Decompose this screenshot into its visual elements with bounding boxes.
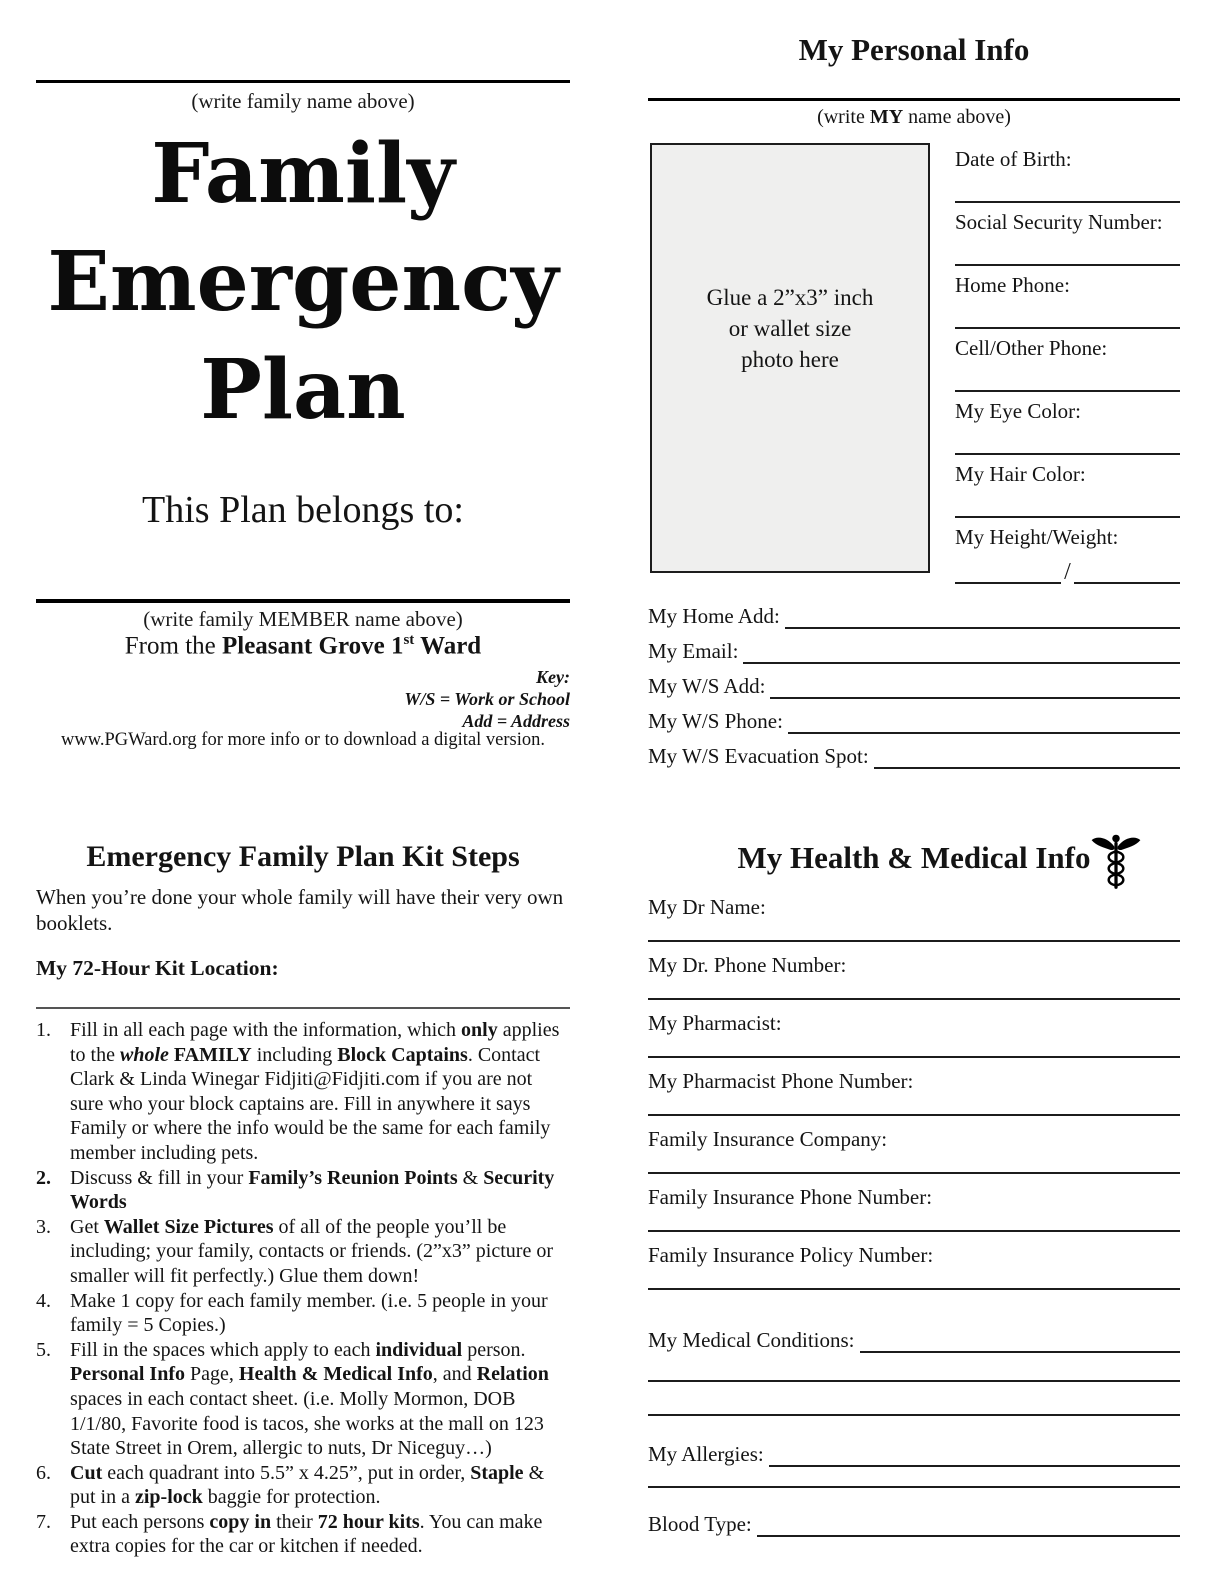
write-line (955, 327, 1180, 329)
list-item (36, 1289, 570, 1338)
write-line (860, 1328, 1181, 1353)
list-item-text: Fill in the spaces which apply to each individual person. Personal Info Page, Health & Medical Info, and Relation spaces in each contact sheet. (i.e. Molly Mormon, DOB 1/1/80, Favorite food is tacos, she works at the mall on 123 State Street in Orem, allergic to nuts, Dr Niceguy…) (70, 1338, 549, 1460)
list-item (36, 1461, 570, 1510)
home-address-field (648, 594, 1180, 629)
write-line (648, 1172, 1180, 1174)
ssn-label: Social Security Number: (955, 210, 1163, 234)
caduceus-icon (1090, 830, 1142, 894)
member-name-caption: (write family MEMBER name above) (143, 607, 463, 631)
belongs-to-label: This Plan belongs to: (142, 489, 464, 531)
list-item-text: Fill in all each page with the information, which only applies to the whole FAMILY including Block Captains. Contact Clark & Linda Winegar Fidjiti@Fidjiti.com if you are not sure who your block captains are. Fill in anywhere it says Family or where the info would be the same for each family member including pets. (70, 1019, 560, 1164)
list-item (36, 1215, 570, 1289)
page-title (36, 120, 570, 444)
ssn-field (955, 209, 1180, 272)
list-item (36, 1510, 570, 1559)
write-line (955, 516, 1180, 518)
insurance-policy-field (648, 1242, 1180, 1300)
list-item-text: Cut each quadrant into 5.5” x 4.25”, put in order, Staple & put in a zip-lock baggie for protection. (70, 1461, 545, 1509)
list-item-number: 2. (36, 1166, 51, 1189)
ws-phone-field (648, 699, 1180, 734)
pharmacist-label: My Pharmacist: (648, 1011, 782, 1035)
ws-address-field (648, 664, 1180, 699)
family-name-write-line (36, 80, 570, 83)
personal-info-heading: My Personal Info (798, 32, 1030, 67)
photo-placeholder-box (650, 143, 930, 573)
cell-phone-field (955, 335, 1180, 398)
list-item-number: 1. (36, 1019, 51, 1041)
my-name-write-line (648, 98, 1180, 101)
dr-phone-field (648, 952, 1180, 1010)
title-line-2: Emergency (47, 234, 559, 330)
insurance-phone-field (648, 1184, 1180, 1242)
personal-info-section (648, 0, 1180, 1584)
hair-color-field (955, 461, 1180, 524)
eye-color-label: My Eye Color: (955, 399, 1081, 423)
write-line (648, 1380, 1180, 1382)
pharmacist-phone-field (648, 1068, 1180, 1126)
from-prefix: From the (124, 632, 222, 660)
kit-steps-section (36, 838, 570, 1559)
from-ward-line (36, 632, 570, 660)
key-block (36, 666, 570, 732)
write-line (788, 709, 1180, 734)
write-line (648, 1288, 1180, 1290)
list-item-number: 6. (36, 1461, 51, 1484)
hair-color-label: My Hair Color: (955, 462, 1086, 486)
ws-phone-label: My W/S Phone: (648, 709, 783, 733)
write-line (955, 264, 1180, 266)
dr-phone-label: My Dr. Phone Number: (648, 953, 847, 977)
medical-conditions-field (648, 1318, 1180, 1353)
ward-name: Pleasant Grove 1 (221, 632, 404, 660)
slash-separator: / (1064, 559, 1071, 585)
title-line-3: Plan (200, 342, 406, 438)
ws-address-label: My W/S Add: (648, 674, 766, 698)
dr-name-label: My Dr Name: (648, 895, 766, 919)
home-phone-field (955, 272, 1180, 335)
health-medical-section (648, 838, 1180, 1300)
kit-steps-intro: When you’re done your whole family will have their very own booklets. (36, 885, 564, 935)
write-line (648, 1414, 1180, 1416)
cover-section (36, 0, 570, 1584)
write-line (785, 604, 1180, 629)
list-item (36, 1338, 570, 1461)
height-weight-label: My Height/Weight: (955, 525, 1119, 549)
key-title: Key: (536, 667, 570, 687)
eye-color-field (955, 398, 1180, 461)
email-field (648, 629, 1180, 664)
photo-box-line-2: or wallet size (728, 315, 852, 341)
ward-ordinal: st (403, 632, 415, 648)
allergies-label: My Allergies: (648, 1442, 764, 1466)
ward-suffix: Ward (414, 632, 482, 660)
blood-type-field (648, 1502, 1180, 1537)
medical-conditions-label: My Medical Conditions: (648, 1328, 855, 1352)
identity-fields (955, 146, 1180, 587)
write-line (769, 1442, 1180, 1467)
photo-box-line-3: photo here (741, 346, 839, 372)
website-note: www.PGWard.org for more info or to download a digital version. (60, 730, 546, 750)
list-item-text: Make 1 copy for each family member. (i.e. 5 people in your family = 5 Copies.) (70, 1289, 548, 1337)
write-line (648, 940, 1180, 942)
contact-fields (648, 594, 1180, 769)
write-line (955, 453, 1180, 455)
write-line (874, 744, 1180, 769)
kit-location-label: My 72-Hour Kit Location: (36, 956, 279, 980)
key-ws-definition: W/S = Work or School (404, 689, 570, 709)
write-line (648, 1056, 1180, 1058)
date-of-birth-label: Date of Birth: (955, 147, 1072, 171)
write-line (955, 563, 1061, 584)
write-line (648, 1114, 1180, 1116)
list-item-text: Put each persons copy in their 72 hour kits. You can make extra copies for the car or kitchen if needed. (70, 1510, 543, 1558)
home-phone-label: Home Phone: (955, 273, 1070, 297)
write-line (955, 201, 1180, 203)
insurance-phone-label: Family Insurance Phone Number: (648, 1185, 933, 1209)
write-line (648, 1230, 1180, 1232)
list-item-number: 7. (36, 1510, 51, 1533)
key-add-definition: Add = Address (462, 711, 570, 731)
health-medical-heading: My Health & Medical Info (737, 840, 1091, 875)
list-item-number: 4. (36, 1289, 51, 1312)
medical-fields (648, 894, 1180, 1300)
write-line (648, 998, 1180, 1000)
insurance-company-field (648, 1126, 1180, 1184)
height-weight-field (955, 524, 1180, 587)
kit-location-write-line (36, 981, 570, 1009)
list-item-number: 3. (36, 1215, 51, 1238)
photo-box-line-1: Glue a 2”x3” inch (706, 284, 874, 310)
write-line (770, 674, 1180, 699)
blood-type-label: Blood Type: (648, 1512, 752, 1536)
pharmacist-field (648, 1010, 1180, 1068)
kit-steps-list (36, 1018, 570, 1559)
height-weight-write-line (955, 560, 1180, 584)
list-item (36, 1018, 570, 1166)
date-of-birth-field (955, 146, 1180, 209)
ws-evacuation-spot-label: My W/S Evacuation Spot: (648, 744, 869, 768)
list-item-number: 5. (36, 1338, 51, 1361)
member-name-write-line (36, 599, 570, 603)
cell-phone-label: Cell/Other Phone: (955, 336, 1108, 360)
write-line (743, 639, 1180, 664)
pharmacist-phone-label: My Pharmacist Phone Number: (648, 1069, 914, 1093)
dr-name-field (648, 894, 1180, 952)
list-item-text: Get Wallet Size Pictures of all of the people you’ll be including; your family, contacts or friends. (2”x3” picture or smaller will fit perfectly.) Glue them down! (70, 1215, 553, 1287)
family-name-caption: (write family name above) (191, 89, 415, 113)
title-line-1: Family (151, 126, 455, 222)
my-name-caption: (write MY name above) (817, 106, 1011, 128)
list-item (36, 1166, 570, 1215)
list-item-text: Discuss & fill in your Family’s Reunion Points & Security Words (70, 1166, 555, 1214)
insurance-company-label: Family Insurance Company: (648, 1127, 888, 1151)
write-line (955, 390, 1180, 392)
write-line (757, 1512, 1180, 1537)
email-label: My Email: (648, 639, 739, 663)
insurance-policy-label: Family Insurance Policy Number: (648, 1243, 934, 1267)
ws-evacuation-spot-field (648, 734, 1180, 769)
home-address-label: My Home Add: (648, 604, 780, 628)
kit-steps-heading: Emergency Family Plan Kit Steps (86, 840, 520, 873)
allergies-field (648, 1432, 1180, 1467)
write-line (1074, 563, 1180, 584)
write-line (648, 1486, 1180, 1488)
